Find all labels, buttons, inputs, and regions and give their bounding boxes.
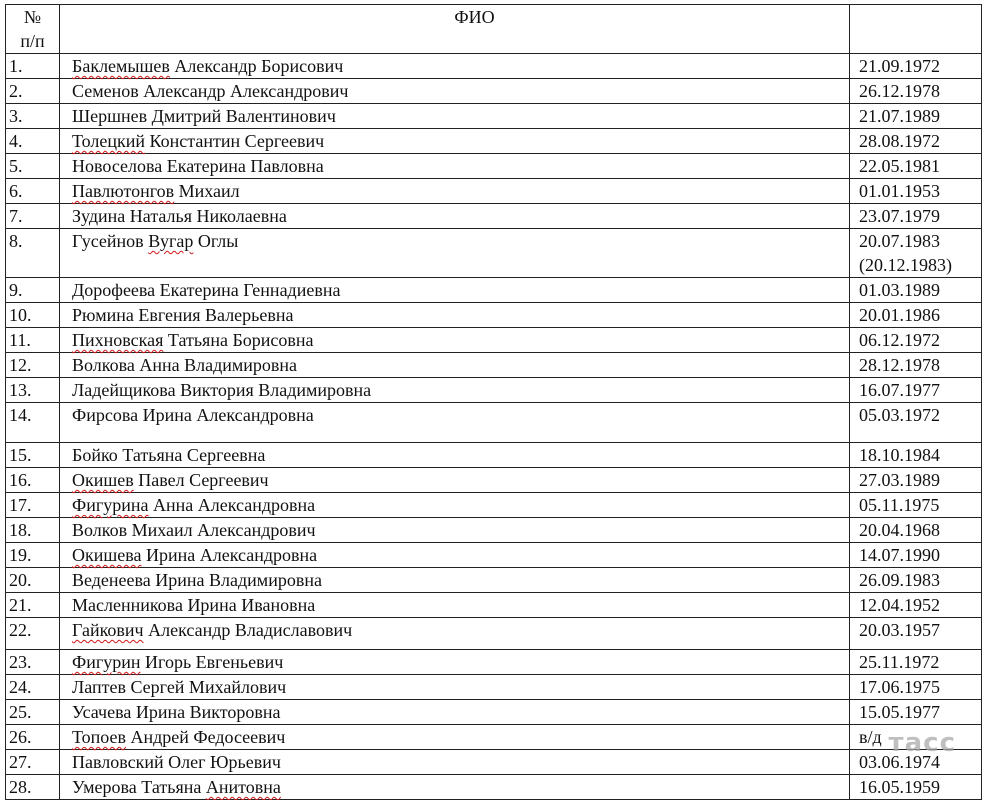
table-row [6, 700, 982, 725]
row-fio: Лаптев Сергей Михайлович [60, 675, 850, 700]
row-number: 14. [6, 403, 60, 443]
row-birthdate [850, 443, 982, 468]
row-birthdate [850, 543, 982, 568]
row-birthdate [850, 229, 982, 278]
header-row [6, 5, 982, 54]
row-fio: Ладейщикова Виктория Владимировна [60, 378, 850, 403]
row-fio: Окишева Ирина Александровна [60, 543, 850, 568]
surname: Новоселова [72, 156, 163, 176]
row-birthdate [850, 129, 982, 154]
table-row [6, 278, 982, 303]
table-row [6, 618, 982, 650]
birthdate: 14.07.1990 [859, 545, 940, 565]
birthdate: 27.03.1989 [859, 470, 940, 490]
surname: Фигурин [72, 652, 141, 672]
surname: Волкова [72, 355, 135, 375]
table-row [6, 129, 982, 154]
row-birthdate [850, 700, 982, 725]
surname: Фигурина [72, 495, 149, 515]
birthdate: 12.04.1952 [859, 595, 940, 615]
table-row [6, 725, 982, 750]
birthdate: 26.12.1978 [859, 81, 940, 101]
birthdate: 03.06.1974 [859, 752, 940, 772]
birthdate: 18.10.1984 [859, 445, 940, 465]
birthdate: 20.07.1983 [859, 231, 940, 251]
row-fio: Рюмина Евгения Валерьевна [60, 303, 850, 328]
row-number: 10. [6, 303, 60, 328]
row-fio: Бойко Татьяна Сергеевна [60, 443, 850, 468]
person-table [5, 4, 982, 800]
row-number: 24. [6, 675, 60, 700]
header-number-line: № [23, 7, 42, 27]
surname: Веденеева [72, 570, 151, 590]
birthdate: 26.09.1983 [859, 570, 940, 590]
table-row [6, 543, 982, 568]
header-number [6, 5, 60, 54]
table-row [6, 650, 982, 675]
row-fio: Масленникова Ирина Ивановна [60, 593, 850, 618]
row-birthdate [850, 154, 982, 179]
table-row [6, 593, 982, 618]
row-fio: Пихновская Татьяна Борисовна [60, 328, 850, 353]
row-birthdate [850, 278, 982, 303]
row-fio: Дорофеева Екатерина Геннадиевна [60, 278, 850, 303]
table-row [6, 104, 982, 129]
row-birthdate [850, 54, 982, 79]
row-number: 19. [6, 543, 60, 568]
table-row [6, 403, 982, 443]
row-birthdate [850, 468, 982, 493]
table-row [6, 468, 982, 493]
row-birthdate [850, 593, 982, 618]
birthdate: 20.04.1968 [859, 520, 940, 540]
table-row [6, 568, 982, 593]
table-row [6, 229, 982, 278]
surname: Гусейнов [72, 231, 144, 251]
surname: Масленникова [72, 595, 183, 615]
birthdate: 01.03.1989 [859, 280, 940, 300]
surname: Семенов [72, 81, 139, 101]
surname: Ладейщикова [72, 380, 176, 400]
row-number: 5. [6, 154, 60, 179]
birthdate: 20.01.1986 [859, 305, 940, 325]
birthdate: 06.12.1972 [859, 330, 940, 350]
row-fio: Усачева Ирина Викторовна [60, 700, 850, 725]
table-row [6, 493, 982, 518]
row-fio: Умерова Татьяна Анитовна [60, 775, 850, 800]
row-birthdate [850, 650, 982, 675]
birthdate: в/д [859, 727, 882, 747]
table-row [6, 518, 982, 543]
table-row [6, 204, 982, 229]
row-number: 18. [6, 518, 60, 543]
surname: Дорофеева [72, 280, 156, 300]
row-number: 16. [6, 468, 60, 493]
row-fio: Павловский Олег Юрьевич [60, 750, 850, 775]
row-number: 25. [6, 700, 60, 725]
birthdate: 22.05.1981 [859, 156, 940, 176]
table-row [6, 54, 982, 79]
birthdate: 21.07.1989 [859, 106, 940, 126]
row-fio: Гусейнов Вугар Оглы [60, 229, 850, 278]
flagged-word: Анитовна [205, 777, 281, 797]
birthdate: 05.11.1975 [859, 495, 940, 515]
row-number: 9. [6, 278, 60, 303]
row-fio: Фирсова Ирина Александровна [60, 403, 850, 443]
row-number: 26. [6, 725, 60, 750]
row-fio: Топоев Андрей Федосеевич [60, 725, 850, 750]
table-row [6, 328, 982, 353]
birthdate: 28.08.1972 [859, 131, 940, 151]
surname: Топоев [72, 727, 126, 747]
row-number: 1. [6, 54, 60, 79]
row-number: 11. [6, 328, 60, 353]
row-fio: Зудина Наталья Николаевна [60, 204, 850, 229]
header-date [850, 5, 982, 54]
row-birthdate [850, 104, 982, 129]
row-fio: Волков Михаил Александрович [60, 518, 850, 543]
table-row [6, 675, 982, 700]
table-row [6, 79, 982, 104]
surname: Рюмина [72, 305, 134, 325]
surname: Усачева [72, 702, 132, 722]
row-birthdate [850, 403, 982, 443]
surname: Волков [72, 520, 128, 540]
surname: Толецкий [72, 131, 146, 151]
table-row [6, 154, 982, 179]
surname: Павлютонгов [72, 181, 175, 201]
row-number: 6. [6, 179, 60, 204]
table-row [6, 303, 982, 328]
birthdate: 16.05.1959 [859, 777, 940, 797]
row-number: 28. [6, 775, 60, 800]
surname: Лаптев [72, 677, 126, 697]
header-number-line: п/п [20, 31, 45, 51]
birthdate: 21.09.1972 [859, 56, 940, 76]
row-fio: Шершнев Дмитрий Валентинович [60, 104, 850, 129]
row-number: 13. [6, 378, 60, 403]
row-number: 23. [6, 650, 60, 675]
row-fio: Фигурин Игорь Евгеньевич [60, 650, 850, 675]
row-number: 3. [6, 104, 60, 129]
surname: Пихновская [72, 330, 164, 350]
row-number: 27. [6, 750, 60, 775]
surname: Павловский [72, 752, 164, 772]
alt-birthdate: (20.12.1983) [859, 255, 952, 275]
row-fio: Фигурина Анна Александровна [60, 493, 850, 518]
row-number: 4. [6, 129, 60, 154]
birthdate: 01.01.1953 [859, 181, 940, 201]
row-fio: Баклемышев Александр Борисович [60, 54, 850, 79]
row-number: 22. [6, 618, 60, 650]
row-number: 8. [6, 229, 60, 278]
tass-watermark: тасс [888, 728, 956, 758]
table-row [6, 443, 982, 468]
row-birthdate [850, 568, 982, 593]
row-fio: Павлютонгов Михаил [60, 179, 850, 204]
row-fio: Веденеева Ирина Владимировна [60, 568, 850, 593]
flagged-word: Вугар [148, 231, 194, 251]
row-number: 7. [6, 204, 60, 229]
row-number: 15. [6, 443, 60, 468]
row-birthdate [850, 328, 982, 353]
row-birthdate [850, 204, 982, 229]
surname: Окишева [72, 545, 142, 565]
birthdate: 28.12.1978 [859, 355, 940, 375]
table-row [6, 750, 982, 775]
surname: Умерова [72, 777, 137, 797]
surname: Шершнев [72, 106, 148, 126]
table-row [6, 353, 982, 378]
row-number: 20. [6, 568, 60, 593]
row-fio: Гайкович Александр Владиславович [60, 618, 850, 650]
surname: Окишев [72, 470, 134, 490]
table-row [6, 775, 982, 800]
row-birthdate [850, 675, 982, 700]
surname: Баклемышев [72, 56, 170, 76]
surname: Зудина [72, 206, 126, 226]
row-birthdate [850, 303, 982, 328]
row-number: 17. [6, 493, 60, 518]
row-birthdate [850, 79, 982, 104]
birthdate: 17.06.1975 [859, 677, 940, 697]
birthdate: 15.05.1977 [859, 702, 940, 722]
birthdate: 16.07.1977 [859, 380, 940, 400]
table-body [6, 54, 982, 800]
birthdate: 20.03.1957 [859, 620, 940, 640]
row-fio: Волкова Анна Владимировна [60, 353, 850, 378]
row-fio: Семенов Александр Александрович [60, 79, 850, 104]
row-birthdate [850, 775, 982, 800]
birthdate: 05.03.1972 [859, 405, 940, 425]
row-birthdate [850, 353, 982, 378]
row-number: 21. [6, 593, 60, 618]
row-birthdate [850, 378, 982, 403]
table-row [6, 378, 982, 403]
row-fio: Толецкий Константин Сергеевич [60, 129, 850, 154]
surname: Гайкович [72, 620, 144, 640]
row-birthdate [850, 518, 982, 543]
row-birthdate [850, 618, 982, 650]
row-number: 12. [6, 353, 60, 378]
row-birthdate [850, 493, 982, 518]
birthdate: 25.11.1972 [859, 652, 940, 672]
row-number: 2. [6, 79, 60, 104]
header-fio: ФИО [60, 5, 850, 54]
row-fio: Новоселова Екатерина Павловна [60, 154, 850, 179]
row-birthdate [850, 179, 982, 204]
birthdate: 23.07.1979 [859, 206, 940, 226]
table-row [6, 179, 982, 204]
row-fio: Окишев Павел Сергеевич [60, 468, 850, 493]
surname: Фирсова [72, 405, 139, 425]
surname: Бойко [72, 445, 118, 465]
